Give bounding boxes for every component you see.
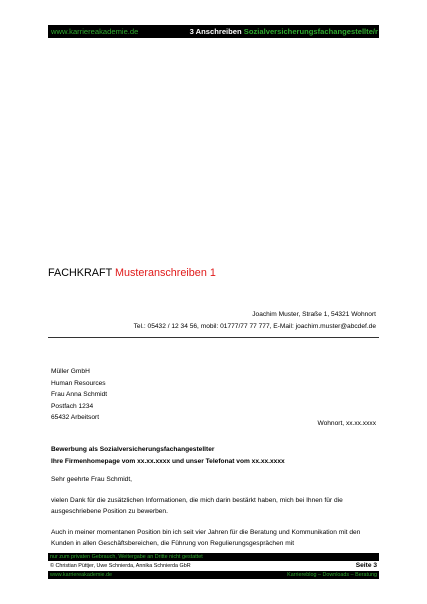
header-website: www.karriereakademie.de [51,27,139,36]
divider [48,337,379,338]
page-footer [48,553,379,579]
page-number: Seite 3 [355,562,377,569]
subject-block [51,444,285,467]
sender-block [134,309,376,333]
footer-website: www.karriereakademie.de [50,572,113,578]
recipient-line: 65432 Arbeitsort [51,414,100,422]
subject-line: Bewerbung als Sozialversicherungsfachangestellter [51,446,215,453]
footer-notice: nur zum privaten Gebrauch, Weitergabe an Dritte nicht gestattet [48,553,379,561]
recipient-line: Frau Anna Schmidt [51,391,108,399]
title-prefix: FACHKRAFT [48,267,115,279]
footer-links: Karriereblog – Downloads – Beratung [287,572,377,578]
sender-address: Joachim Muster, Straße 1, 54321 Wohnort [252,311,376,318]
page-title [48,267,216,279]
letter-body [51,474,381,559]
recipient-line: Postfach 1234 [51,402,94,410]
title-highlight: Musteranschreiben 1 [115,267,216,279]
footer-copyright: © Christian Püttjer, Uwe Schnierda, Annika Schnierda GbR [50,563,191,569]
footer-info [48,561,379,571]
recipient-line: Müller GmbH [51,368,90,375]
header-chapter-highlight: Sozialversicherungsfachangestellte/r [243,27,378,36]
salutation: Sehr geehrte Frau Schmidt, [51,476,132,483]
date-line: Wohnort, xx.xx.xxxx [317,420,376,427]
recipient-line: Human Resources [51,379,106,387]
header-chapter [190,25,378,38]
body-paragraph: Auch in meiner momentanen Position bin ich seit vier Jahren für die Beratung und Kommunikation mit den Kunden in allen Geschäftsbereichen, die Führung von Regulierungsgesprächen mit [51,528,361,548]
header-chapter-prefix: 3 Anschreiben [189,27,244,36]
subject-line: Ihre Firmenhomepage vom xx.xx.xxxx und unser Telefonat vom xx.xx.xxxx [51,457,285,465]
sender-contact: Tel.: 05432 / 12 34 56, mobil: 01777/77 77 777, E-Mail: joachim.muster@abcdef.de [133,323,376,330]
footer-bar [48,571,379,579]
body-paragraph: vielen Dank für die zusätzlichen Informationen, die mich darin bestärkt haben, mich bei Ihnen für die ausgeschriebene Position zu bewerben. [51,496,343,516]
page-header [48,25,379,38]
recipient-address [51,366,107,424]
